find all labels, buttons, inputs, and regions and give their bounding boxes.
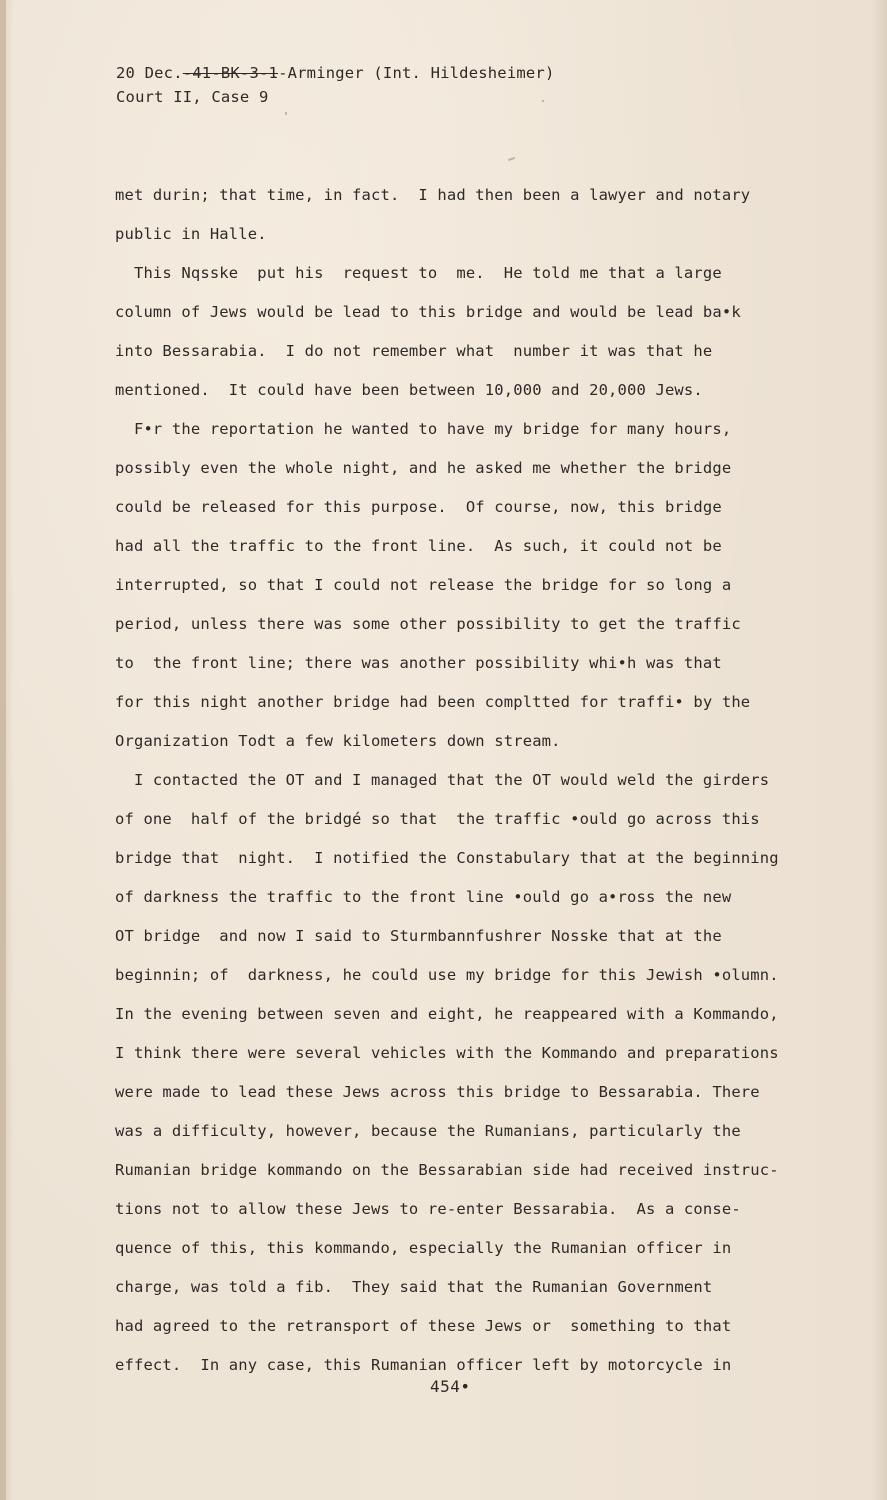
text-line: charge, was told a fib. They said that the Rumanian Government — [115, 1278, 713, 1296]
text-line: of darkness the traffic to the front line •ould go a•ross the new — [115, 888, 732, 906]
text-line: mentioned. It could have been between 10,000 and 20,000 Jews. — [115, 381, 703, 399]
text-line: OT bridge and now I said to Sturmbannfushrer Nosske that at the — [115, 927, 722, 945]
page-number: 454• — [430, 1377, 471, 1396]
transcript-body — [115, 176, 805, 1385]
text-line: of one half of the bridgé so that the traffic •ould go across this — [115, 810, 760, 828]
text-line: beginnin; of darkness, he could use my bridge for this Jewish •olumn. — [115, 966, 779, 984]
text-line: had all the traffic to the front line. As such, it could not be — [115, 537, 722, 555]
text-line: bridge that night. I notified the Constabulary that at the beginning — [115, 849, 779, 867]
text-line: for this night another bridge had been compltted for traffi• by the — [115, 693, 751, 711]
text-line: was a difficulty, however, because the Rumanians, particularly the — [115, 1122, 741, 1140]
document-header — [116, 61, 554, 109]
text-line: public in Halle. — [115, 225, 267, 243]
text-line: into Bessarabia. I do not remember what number it was that he — [115, 342, 713, 360]
header-struck-text: -41-BK-3-1 — [182, 64, 279, 82]
paper-speck — [508, 157, 515, 161]
text-line: This Nqsske put his request to me. He told me that a large — [115, 264, 722, 282]
header-witness: -Arminger (Int. Hildesheimer) — [278, 64, 555, 82]
text-line: F•r the reportation he wanted to have my bridge for many hours, — [115, 420, 732, 438]
page-edge — [0, 0, 6, 1500]
text-line: could be released for this purpose. Of course, now, this bridge — [115, 498, 722, 516]
paper-speck — [285, 112, 287, 115]
text-line: I think there were several vehicles with the Kommando and preparations — [115, 1044, 779, 1062]
text-line: I contacted the OT and I managed that the OT would weld the girders — [115, 771, 770, 789]
paper-speck — [542, 100, 544, 102]
header-line-2: Court II, Case 9 — [116, 88, 269, 106]
text-line: Rumanian bridge kommando on the Bessarabian side had received instruc- — [115, 1161, 779, 1179]
header-line-1 — [116, 61, 554, 85]
text-line: possibly even the whole night, and he asked me whether the bridge — [115, 459, 732, 477]
text-line: In the evening between seven and eight, he reappeared with a Kommando, — [115, 1005, 779, 1023]
header-date: 20 Dec. — [116, 64, 183, 82]
text-line: column of Jews would be lead to this bridge and would be lead ba•k — [115, 303, 741, 321]
text-line: had agreed to the retransport of these Jews or something to that — [115, 1317, 732, 1335]
text-line: met durin; that time, in fact. I had then been a lawyer and notary — [115, 186, 751, 204]
text-line: period, unless there was some other possibility to get the traffic — [115, 615, 741, 633]
text-line: were made to lead these Jews across this bridge to Bessarabia. There — [115, 1083, 760, 1101]
text-line: interrupted, so that I could not release the bridge for so long a — [115, 576, 732, 594]
text-line: quence of this, this kommando, especially the Rumanian officer in — [115, 1239, 732, 1257]
text-line: to the front line; there was another possibility whi•h was that — [115, 654, 722, 672]
text-line: effect. In any case, this Rumanian officer left by motorcycle in — [115, 1356, 732, 1374]
text-line: Organization Todt a few kilometers down stream. — [115, 732, 561, 750]
text-line: tions not to allow these Jews to re-enter Bessarabia. As a conse- — [115, 1200, 741, 1218]
